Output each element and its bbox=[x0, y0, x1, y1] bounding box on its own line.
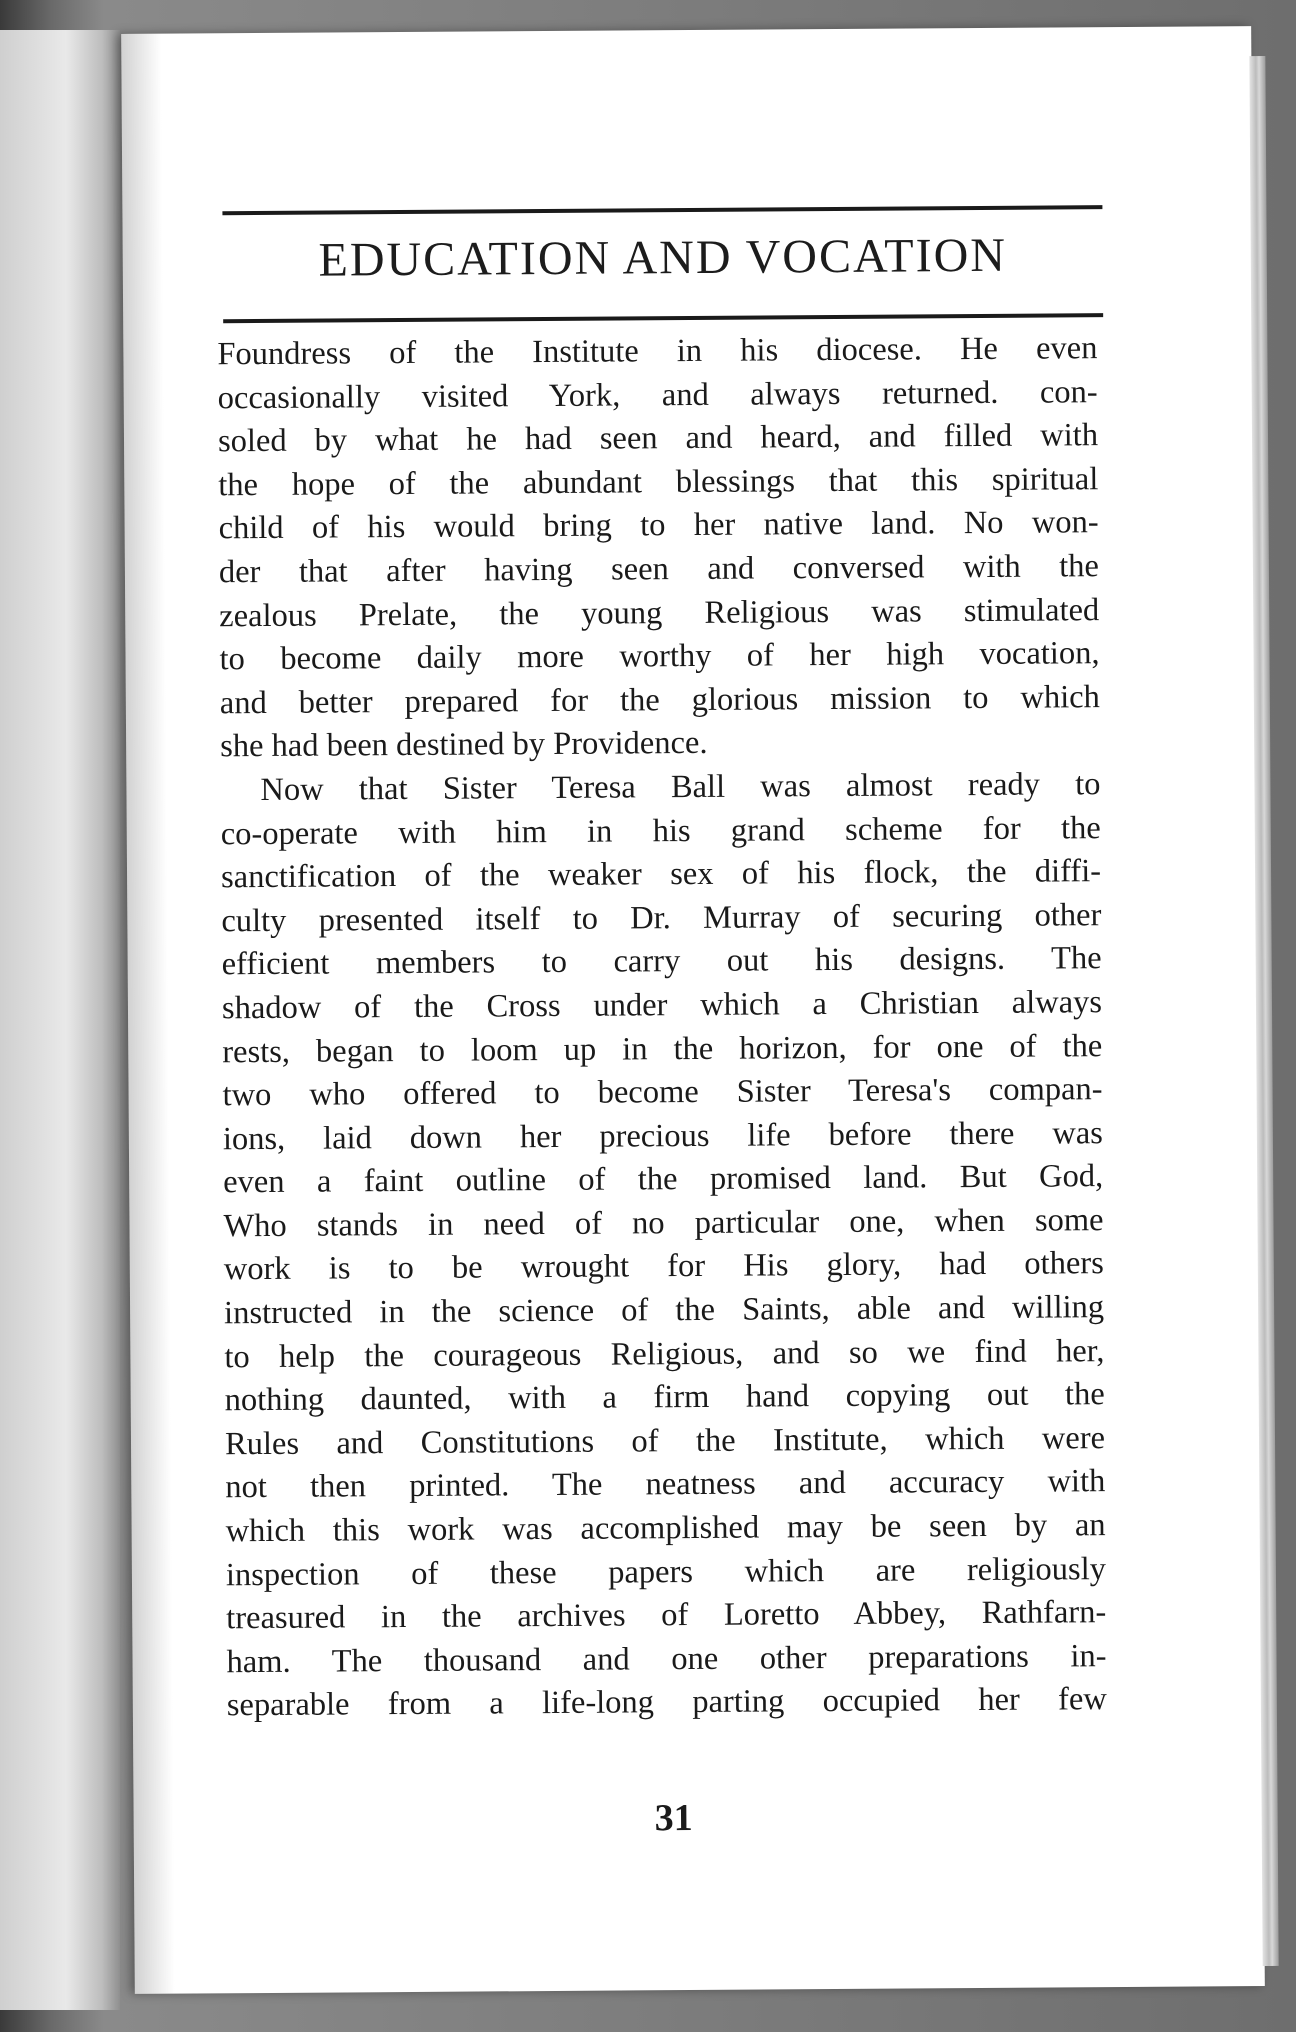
text-line: child of his would bring to her native land. No won- bbox=[218, 504, 1099, 547]
text-line: soled by what he had seen and heard, and filled with bbox=[217, 417, 1099, 460]
text-line: Now that Sister Teresa Ball was almost ready to bbox=[260, 766, 1101, 808]
text-line: separable from a life-long parting occupied her few bbox=[226, 1681, 1107, 1724]
text-line: shadow of the Cross under which a Christian always bbox=[221, 984, 1103, 1027]
text-line: two who offered to become Sister Teresa's compan- bbox=[222, 1071, 1103, 1114]
book-page bbox=[121, 26, 1265, 1994]
text-line: work is to be wrought for His glory, had others bbox=[223, 1245, 1104, 1288]
text-line: even a faint outline of the promised land. But God, bbox=[223, 1158, 1104, 1201]
text-line: sanctification of the weaker sex of his flock, the diffi- bbox=[220, 853, 1102, 896]
text-line: der that after having seen and conversed with the bbox=[218, 548, 1100, 591]
header-rule-bottom bbox=[223, 313, 1103, 323]
text-line: inspection of these papers which are religiously bbox=[225, 1550, 1107, 1593]
text-line: rests, began to loom up in the horizon, for one of the bbox=[222, 1027, 1103, 1070]
text-line: not then printed. The neatness and accuracy with bbox=[225, 1463, 1106, 1506]
text-line: to become daily more worthy of her high vocation, bbox=[219, 635, 1100, 678]
facing-page-edge bbox=[0, 30, 120, 2010]
paragraph bbox=[220, 763, 1107, 1728]
text-line: efficient members to carry out his designs. The bbox=[221, 940, 1102, 983]
running-head: EDUCATION AND VOCATION bbox=[318, 228, 1008, 287]
body-text bbox=[217, 327, 1107, 1728]
text-line: treasured in the archives of Loretto Abbey, Rathfarn- bbox=[226, 1594, 1107, 1637]
text-line: ions, laid down her precious life before there was bbox=[222, 1114, 1103, 1157]
text-line: occasionally visited York, and always returned. con- bbox=[217, 373, 1098, 416]
text-line: and better prepared for the glorious mission to which bbox=[219, 678, 1100, 722]
text-line: Rules and Constitutions of the Institute, which were bbox=[224, 1419, 1106, 1463]
text-line: the hope of the abundant blessings that this spiritual bbox=[218, 460, 1099, 504]
text-line: Foundress of the Institute in his diocese. He even bbox=[217, 330, 1098, 373]
header-rule-top bbox=[222, 205, 1102, 215]
text-line: ham. The thousand and one other preparations in- bbox=[226, 1637, 1107, 1681]
paragraph bbox=[217, 327, 1100, 769]
text-line: instructed in the science of the Saints, able and willing bbox=[223, 1289, 1105, 1332]
text-line: to help the courageous Religious, and so we find her, bbox=[224, 1332, 1105, 1375]
text-line: nothing daunted, with a firm hand copying out the bbox=[224, 1376, 1105, 1419]
text-line: which this work was accomplished may be seen by an bbox=[225, 1507, 1106, 1550]
text-line: co-operate with him in his grand scheme for the bbox=[220, 809, 1101, 852]
text-line: zealous Prelate, the young Religious was stimulated bbox=[219, 591, 1100, 634]
text-line: Who stands in need of no particular one, when some bbox=[223, 1202, 1104, 1245]
text-line: she had been destined by Providence. bbox=[220, 725, 708, 765]
text-line: culty presented itself to Dr. Murray of securing other bbox=[221, 896, 1102, 940]
page-number: 31 bbox=[654, 1797, 693, 1840]
